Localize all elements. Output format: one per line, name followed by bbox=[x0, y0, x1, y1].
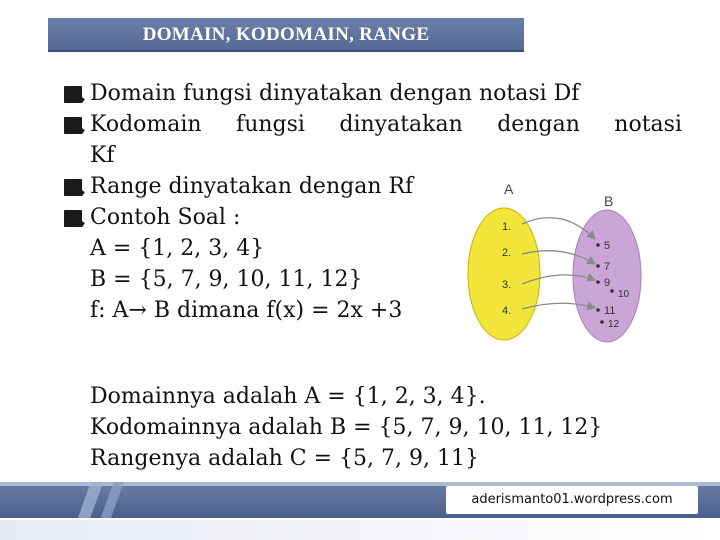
bullet-kodomain-text bbox=[90, 109, 682, 140]
word: Kodomain bbox=[90, 112, 202, 137]
answer-kodomain: Kodomainnya adalah B = {5, 7, 9, 10, 11, 12} bbox=[90, 415, 603, 440]
domain-item: 2. bbox=[502, 247, 512, 259]
codomain-item: 5 bbox=[604, 240, 611, 252]
footer-label-box bbox=[446, 486, 698, 514]
q-bullet-icon bbox=[64, 86, 82, 103]
set-a-label: A bbox=[504, 181, 514, 197]
q-bullet-icon bbox=[64, 117, 82, 134]
word: dengan bbox=[497, 112, 580, 137]
q-bullet-icon bbox=[64, 179, 82, 196]
domain-item: 1. bbox=[502, 221, 512, 233]
bullet-domain bbox=[64, 78, 664, 109]
codomain-item: 11 bbox=[604, 305, 616, 317]
answer-range: Rangenya adalah C = {5, 7, 9, 11} bbox=[90, 446, 479, 471]
codomain-dot bbox=[596, 308, 600, 312]
domain-item: 4. bbox=[502, 305, 512, 317]
bullet-domain-text: Domain fungsi dinyatakan dengan notasi Df bbox=[90, 81, 580, 106]
codomain-dot bbox=[596, 280, 600, 284]
bullet-kodomain-continued: Kf bbox=[90, 143, 115, 168]
bullet-range-text: Range dinyatakan dengan Rf bbox=[90, 174, 414, 199]
answer-domain: Domainnya adalah A = {1, 2, 3, 4}. bbox=[90, 384, 486, 409]
domain-item: 3. bbox=[502, 279, 512, 291]
codomain-dot bbox=[600, 320, 604, 324]
answer-block bbox=[90, 381, 602, 474]
footer-website: aderismanto01.wordpress.com bbox=[471, 492, 673, 507]
footer-decoration bbox=[60, 482, 150, 518]
codomain-item: 10 bbox=[618, 289, 630, 300]
codomain-item: 7 bbox=[604, 261, 611, 273]
example-set-a: A = {1, 2, 3, 4} bbox=[90, 236, 265, 261]
codomain-item: 12 bbox=[608, 319, 620, 330]
bullet-contoh-soal-text: Contoh Soal : bbox=[90, 205, 241, 230]
codomain-dot bbox=[610, 289, 614, 293]
example-set-b: B = {5, 7, 9, 10, 11, 12} bbox=[90, 267, 363, 292]
codomain-item: 9 bbox=[604, 277, 611, 289]
bullet-kodomain bbox=[64, 109, 682, 140]
mapping-diagram bbox=[462, 176, 662, 346]
q-bullet-icon bbox=[64, 210, 82, 227]
word: dinyatakan bbox=[339, 112, 463, 137]
example-function: f: A→ B dimana f(x) = 2x +3 bbox=[90, 298, 403, 323]
word: notasi bbox=[614, 112, 682, 137]
codomain-dot bbox=[596, 243, 600, 247]
slide-title: DOMAIN, KODOMAIN, RANGE bbox=[142, 24, 430, 45]
title-bar bbox=[48, 18, 524, 52]
codomain-dot bbox=[596, 264, 600, 268]
bottom-strip bbox=[0, 520, 720, 540]
set-b-label: B bbox=[604, 193, 614, 209]
word: fungsi bbox=[236, 112, 305, 137]
